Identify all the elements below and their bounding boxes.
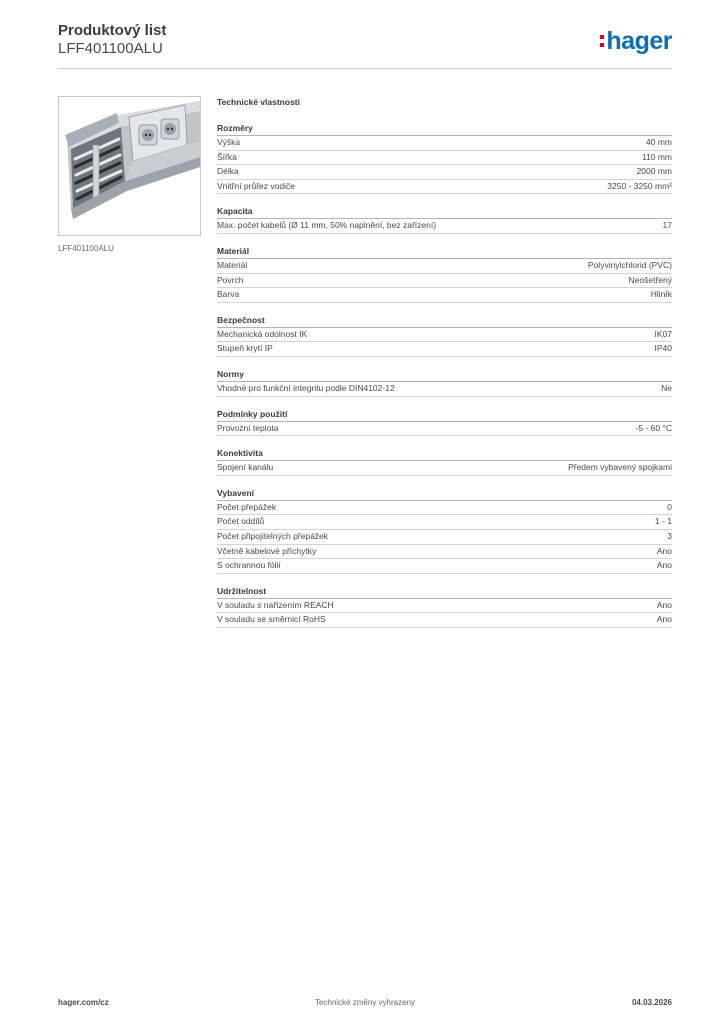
spec-label: Včetně kabelové příchytky xyxy=(217,545,317,556)
spec-row xyxy=(217,328,672,343)
spec-label: Povrch xyxy=(217,274,244,285)
hager-logo xyxy=(600,28,672,54)
spec-label: V souladu se směrnicí RoHS xyxy=(217,614,326,625)
product-image-caption: LFF401100ALU xyxy=(58,244,114,253)
footer-website: hager.com/cz xyxy=(58,998,109,1007)
spec-value: 3 xyxy=(667,530,672,541)
spec-label: Provozní teplota xyxy=(217,422,279,433)
footer-notice: Technické změny vyhrazeny xyxy=(314,998,416,1007)
spec-section xyxy=(217,121,672,194)
spec-row xyxy=(217,559,672,574)
document-title: Produktový list xyxy=(58,22,167,39)
spec-row xyxy=(217,151,672,166)
spec-label: Počet přepážek xyxy=(217,501,277,512)
logo-dots-icon xyxy=(600,35,604,47)
page-footer xyxy=(58,998,672,1010)
technical-specs xyxy=(217,96,672,638)
spec-row xyxy=(217,599,672,614)
spec-row xyxy=(217,180,672,195)
spec-label: Počet připojitelných přepážek xyxy=(217,530,329,541)
spec-value: 40 mm xyxy=(646,137,672,147)
section-title: Udržitelnost xyxy=(217,584,672,599)
spec-value: Předem vybavený spojkami xyxy=(568,462,672,473)
spec-label: Výška xyxy=(217,137,241,147)
spec-value: Polyvinylchlorid (PVC) xyxy=(587,259,672,270)
spec-label: Mechanická odolnost IK xyxy=(217,328,308,339)
spec-value: Ano xyxy=(656,599,672,610)
section-title: Normy xyxy=(217,367,672,382)
section-title: Materiál xyxy=(217,244,672,259)
spec-row xyxy=(217,165,672,180)
section-title: Kapacita xyxy=(217,204,672,219)
spec-value: Ano xyxy=(656,545,672,556)
spec-row xyxy=(217,530,672,545)
spec-label: Barva xyxy=(217,289,240,300)
spec-label: Vnitřní průřez vodiče xyxy=(217,180,295,191)
spec-sections xyxy=(217,121,672,628)
spec-row xyxy=(217,422,672,437)
spec-row xyxy=(217,259,672,274)
spec-row xyxy=(217,219,672,234)
spec-value: Ano xyxy=(656,614,672,625)
logo-text: hager xyxy=(606,26,672,55)
spec-row xyxy=(217,461,672,476)
spec-label: Počet oddílů xyxy=(217,516,265,527)
spec-section xyxy=(217,244,672,303)
cable-trunking-illustration xyxy=(59,97,200,235)
spec-section xyxy=(217,313,672,357)
spec-row xyxy=(217,545,672,560)
spec-value: 3250 - 3250 mm² xyxy=(607,180,672,191)
spec-value: 1 - 1 xyxy=(654,516,672,527)
product-image xyxy=(58,96,201,236)
product-code: LFF401100ALU xyxy=(58,40,163,57)
page-header xyxy=(58,22,672,69)
spec-section xyxy=(217,204,672,234)
spec-value: 110 mm xyxy=(641,151,672,162)
spec-row xyxy=(217,288,672,303)
spec-label: S ochrannou fólií xyxy=(217,560,281,571)
spec-row xyxy=(217,613,672,628)
spec-label: V souladu s nařízením REACH xyxy=(217,599,334,610)
section-title: Bezpečnost xyxy=(217,313,672,328)
spec-section xyxy=(217,367,672,397)
spec-value: IP40 xyxy=(654,343,672,354)
spec-row xyxy=(217,382,672,397)
spec-label: Max. počet kabelů (Ø 11 mm, 50% naplnění, bez zařízení) xyxy=(217,220,437,231)
spec-value: 2000 mm xyxy=(636,166,672,177)
spec-label: Vhodné pro funkční integritu podle DIN4102-12 xyxy=(217,382,395,393)
spec-row xyxy=(217,136,672,151)
spec-value: Neošetřený xyxy=(628,274,672,285)
spec-row xyxy=(217,515,672,530)
section-title: Vybavení xyxy=(217,486,672,501)
spec-label: Spojení kanálu xyxy=(217,462,274,473)
spec-label: Délka xyxy=(217,166,239,177)
spec-value: Ne xyxy=(661,382,672,393)
section-title: Podmínky použití xyxy=(217,407,672,422)
spec-row xyxy=(217,274,672,289)
spec-row xyxy=(217,501,672,516)
section-title: Rozměry xyxy=(217,121,672,136)
spec-value: IK07 xyxy=(654,328,672,339)
footer-date: 04.03.2026 xyxy=(631,998,672,1007)
spec-section xyxy=(217,407,672,437)
spec-section xyxy=(217,446,672,476)
spec-section xyxy=(217,486,672,574)
spec-value: Hliník xyxy=(650,289,672,300)
spec-value: 0 xyxy=(667,501,672,512)
spec-section xyxy=(217,584,672,628)
specs-heading: Technické vlastnosti xyxy=(217,97,300,107)
spec-label: Stupeň krytí IP xyxy=(217,343,273,354)
spec-label: Materiál xyxy=(217,259,248,270)
spec-value: -5 - 60 °C xyxy=(635,422,672,433)
spec-value: Ano xyxy=(656,560,672,571)
section-title: Konektivita xyxy=(217,446,672,461)
spec-label: Šířka xyxy=(217,151,237,162)
spec-row xyxy=(217,342,672,357)
spec-value: 17 xyxy=(662,220,672,231)
